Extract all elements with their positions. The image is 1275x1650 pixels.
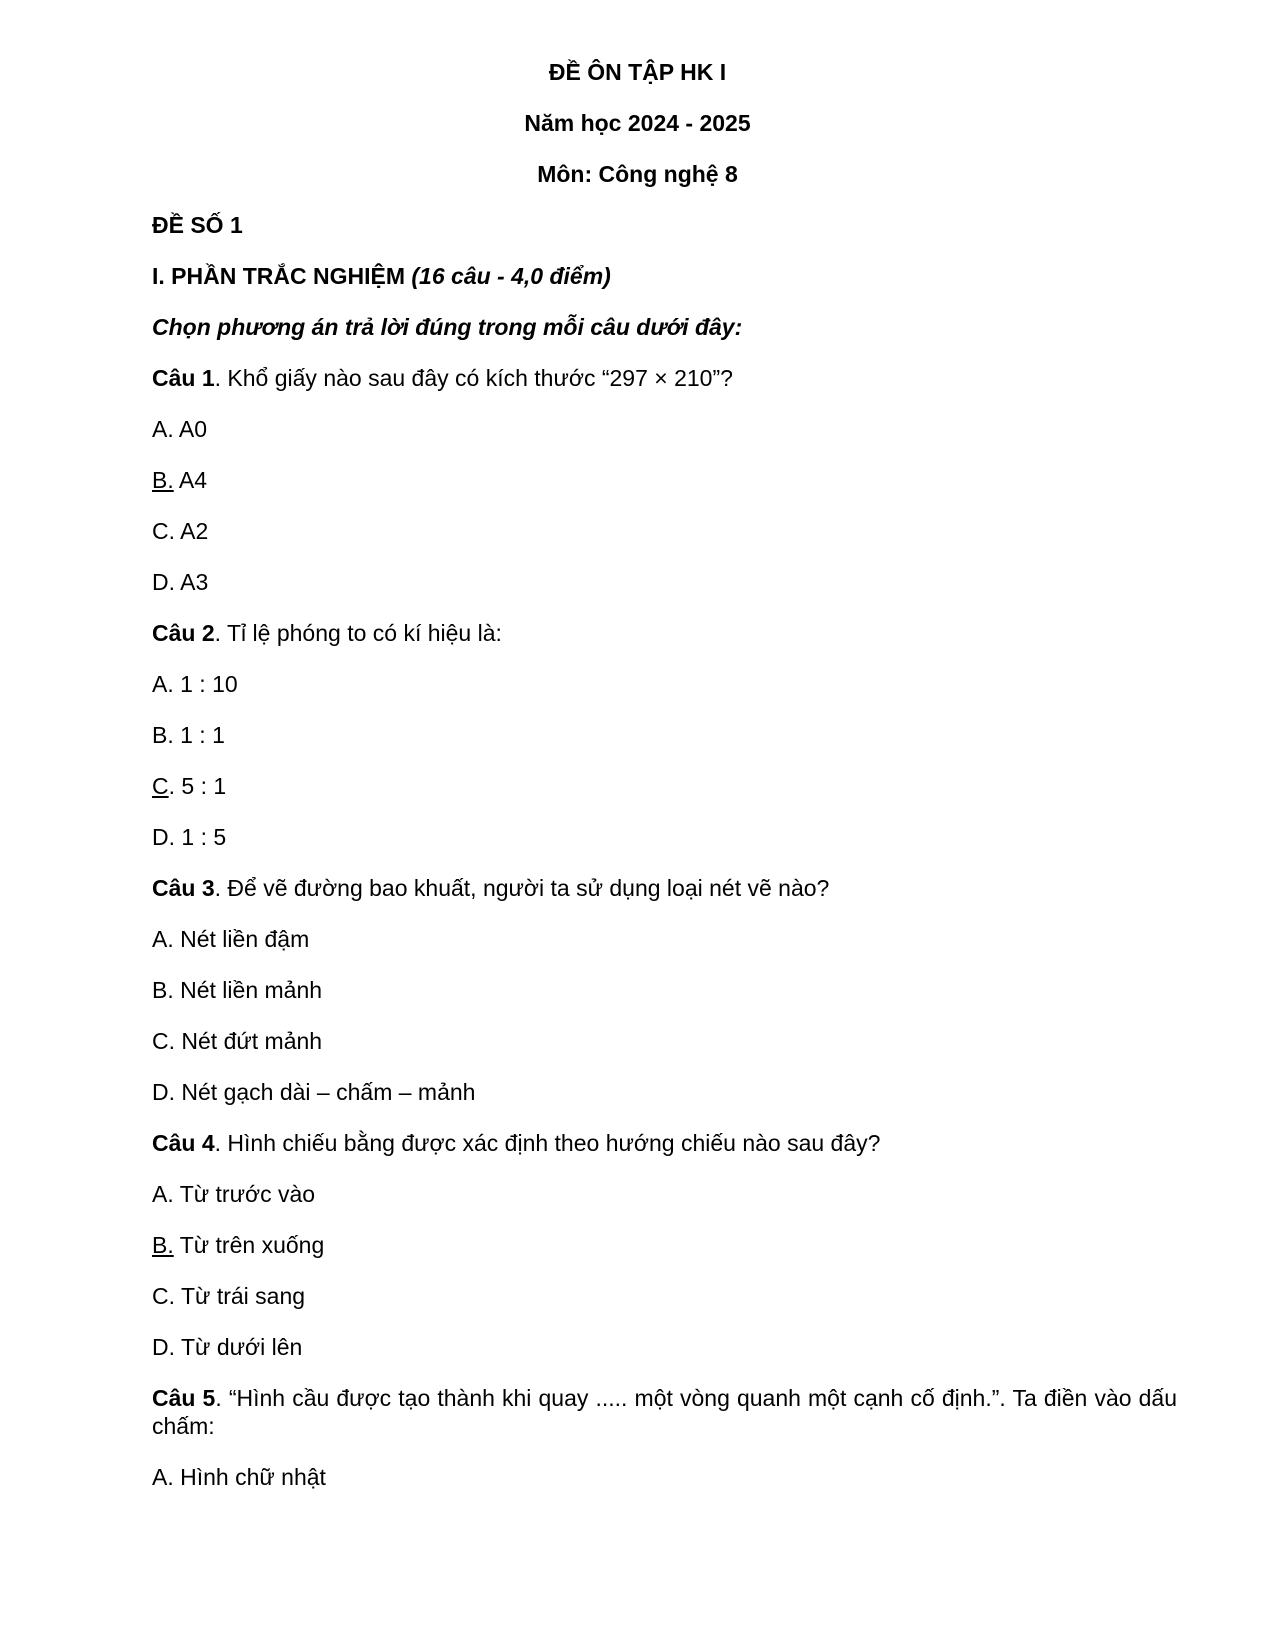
option-text: A4: [173, 467, 207, 493]
option-key-correct: B.: [152, 467, 174, 493]
question-5: [152, 1384, 1177, 1440]
option-key: B: [152, 722, 168, 748]
option-3d: D. Nét gạch dài – chấm – mảnh: [152, 1079, 476, 1105]
question-3: [152, 874, 829, 902]
section-title: I. PHẦN TRẮC NGHIỆM: [152, 263, 405, 289]
document-title: ĐỀ ÔN TẬP HK I: [548, 59, 727, 85]
option-key: A: [152, 671, 168, 697]
option-1b: [152, 466, 207, 494]
section-note: (16 câu - 4,0 điểm): [411, 263, 611, 289]
subject-line: Môn: Công nghệ 8: [537, 161, 738, 187]
question-text: . Khổ giấy nào sau đây có kích thước “297 × 210”?: [214, 365, 733, 391]
option-4b: [152, 1231, 324, 1259]
question-text: . Để vẽ đường bao khuất, người ta sử dụng loại nét vẽ nào?: [214, 875, 830, 901]
option-key: C: [152, 1283, 169, 1309]
option-text: Từ trước vào: [173, 1181, 316, 1207]
question-1: [152, 364, 733, 392]
option-1c: C. A2: [152, 518, 209, 544]
school-year: Năm học 2024 - 2025: [524, 110, 751, 136]
question-label: Câu 3: [152, 875, 215, 901]
question-label: Câu 4: [152, 1130, 215, 1156]
option-4d: D. Từ dưới lên: [152, 1334, 303, 1360]
option-key-correct: C: [152, 773, 169, 799]
option-5a: A. Hình chữ nhật: [152, 1464, 326, 1490]
option-4c: C. Từ trái sang: [152, 1283, 306, 1309]
option-text: Nét đứt mảnh: [175, 1028, 323, 1054]
option-key: A: [152, 1181, 168, 1207]
option-key: C: [152, 518, 169, 544]
option-text: Hình chữ nhật: [173, 1464, 326, 1490]
option-text: Từ trên xuống: [173, 1232, 325, 1258]
question-2: [152, 619, 502, 647]
option-text: Từ trái sang: [175, 1283, 306, 1309]
option-key: C: [152, 1028, 169, 1054]
option-key: D: [152, 824, 169, 850]
option-2a: A. 1 : 10: [152, 671, 238, 697]
option-2c: C. 5 : 1: [152, 773, 227, 799]
option-3a: A. Nét liền đậm: [152, 926, 310, 952]
question-text: . “Hình cầu được tạo thành khi quay ..... một vòng quanh một cạnh cố định.”. Ta điền vào dấu chấm:: [152, 1385, 1178, 1439]
option-key: D: [152, 1079, 169, 1105]
option-1a: A. A0: [152, 416, 207, 442]
option-key: A: [152, 926, 168, 952]
option-key: A: [152, 416, 168, 442]
option-text: 1 : 10: [173, 671, 238, 697]
option-text: A0: [173, 416, 207, 442]
question-4: [152, 1129, 880, 1157]
question-text: . Tỉ lệ phóng to có kí hiệu là:: [214, 620, 502, 646]
option-text: Nét liền mảnh: [173, 977, 323, 1003]
option-text: 5 : 1: [175, 773, 227, 799]
section-heading: [152, 262, 611, 290]
question-label: Câu 5: [152, 1385, 216, 1411]
option-1d: D. A3: [152, 569, 209, 595]
option-2d: D. 1 : 5: [152, 824, 227, 850]
option-3c: C. Nét đứt mảnh: [152, 1028, 323, 1054]
option-3b: B. Nét liền mảnh: [152, 977, 323, 1003]
option-key-correct: B.: [152, 1232, 174, 1258]
option-text: Nét gạch dài – chấm – mảnh: [175, 1079, 476, 1105]
question-text: . Hình chiếu bằng được xác định theo hướng chiếu nào sau đây?: [214, 1130, 881, 1156]
section-instruction: Chọn phương án trả lời đúng trong mỗi câu dưới đây:: [152, 314, 743, 340]
question-label: Câu 2: [152, 620, 215, 646]
option-text: 1 : 5: [175, 824, 227, 850]
option-text: A3: [175, 569, 209, 595]
option-key: A: [152, 1464, 168, 1490]
exam-number: ĐỀ SỐ 1: [152, 212, 243, 238]
option-2b: B. 1 : 1: [152, 722, 225, 748]
option-4a: A. Từ trước vào: [152, 1181, 316, 1207]
option-text: Từ dưới lên: [175, 1334, 303, 1360]
option-key: D: [152, 569, 169, 595]
option-text: A2: [175, 518, 209, 544]
option-text: 1 : 1: [173, 722, 225, 748]
option-text: Nét liền đậm: [173, 926, 310, 952]
question-label: Câu 1: [152, 365, 215, 391]
option-key: D: [152, 1334, 169, 1360]
option-key: B: [152, 977, 168, 1003]
